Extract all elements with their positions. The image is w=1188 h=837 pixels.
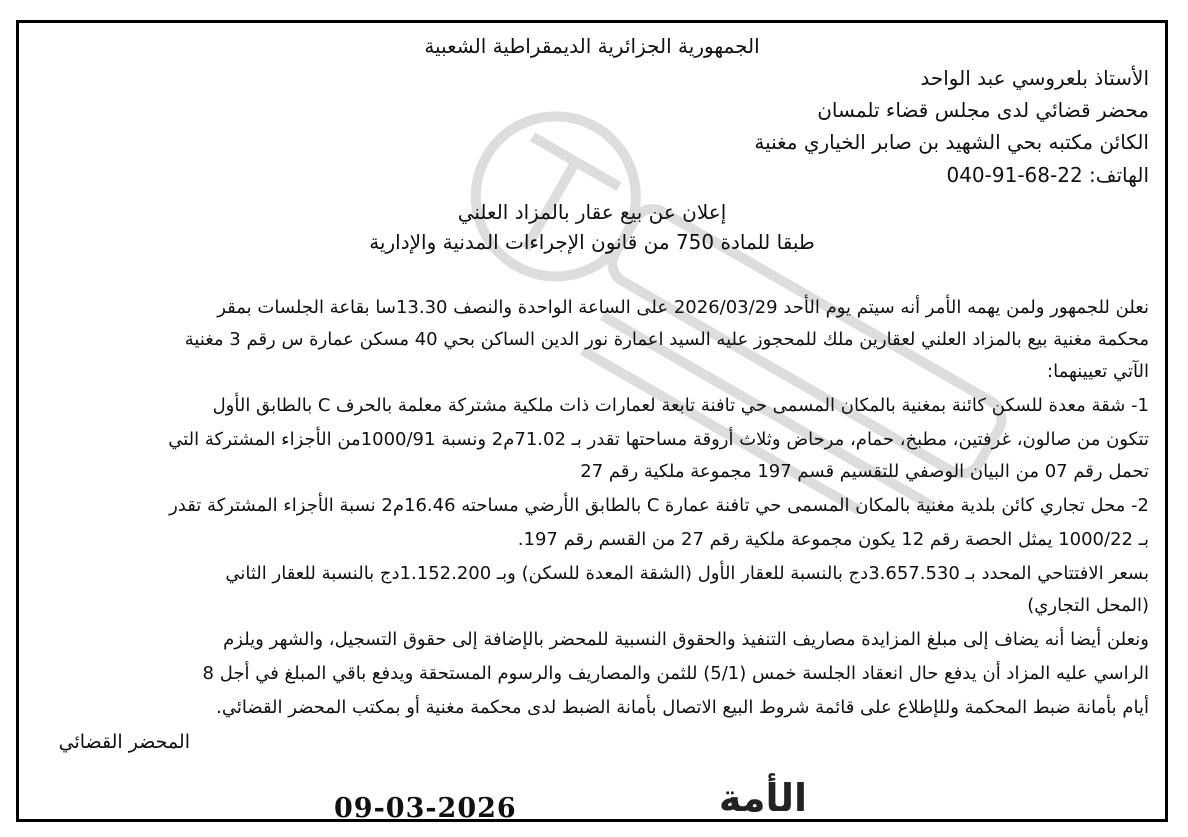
body-line: 1- شقة معدة للسكن كائنة بمغنية بالمكان المسمى حي تافنة تابعة لعمارات ذات ملكية مشتركة معلمة بالحرف C بالطابق الأول (212, 395, 1149, 416)
newspaper-logo-text: الأمة (718, 776, 808, 820)
logo-underline (693, 819, 833, 822)
body-line: بسعر الافتتاحي المحدد بـ 3.657.530دج بالنسبة للعقار الأول (الشقة المعدة للسكن) وبـ 1.152.200دج بالنسبة للعقار الثاني (225, 563, 1149, 584)
signoff: المحضر القضائي (58, 731, 190, 753)
body-line: تتكون من صالون، غرفتين، مطبخ، حمام، مرحاض وثلاث أروقة مساحتها تقدر بـ 71.02م2 ونسبة 1000/91من الأجزاء المشتركة التي (168, 429, 1149, 450)
bailiff-title: محضر قضائي لدى مجلس قضاء تلمسان (817, 98, 1149, 122)
notice-title: إعلان عن بيع عقار بالمزاد العلني (457, 200, 727, 224)
publication-date: 09-03-2026 (334, 793, 517, 822)
body-line: محكمة مغنية بيع بالمزاد العلني لعقارين ملك للمحجوز عليه السيد اعمارة نور الدين الساكن بحي 40 مسكن عمارة س رقم 3 مغنية (184, 329, 1149, 350)
bailiff-name: الأستاذ بلعروسي عبد الواحد (920, 66, 1149, 90)
body-line: (المحل التجاري) (1027, 595, 1149, 616)
office-address: الكائن مكتبه بحي الشهيد بن صابر الخياري مغنية (754, 130, 1149, 154)
republic-heading: الجمهورية الجزائرية الديمقراطية الشعبية (424, 34, 760, 58)
notice-subtitle: طبقا للمادة 750 من قانون الإجراءات المدنية والإدارية (369, 230, 815, 254)
body-line: تحمل رقم 07 من البيان الوصفي للتقسيم قسم 197 مجموعة ملكية رقم 27 (580, 461, 1149, 482)
body-line: الراسي عليه المزاد أن يدفع حال انعقاد الجلسة خمس (5/1) للثمن والمصاريف والرسوم المستحقة ويدفع باقي المبلغ في أجل 8 (202, 663, 1149, 684)
legal-notice-frame (16, 20, 1168, 822)
body-line: الآتي تعيينهما: (1047, 361, 1149, 382)
phone-number: الهاتف: 22-68-91-040 (946, 163, 1149, 187)
body-line: نعلن للجمهور ولمن يهمه الأمر أنه سيتم يوم الأحد 2026/03/29 على الساعة الواحدة والنصف 13.30سا بقاعة الجلسات بمقر (217, 297, 1149, 318)
body-line: ونعلن أيضا أنه يضاف إلى مبلغ المزايدة مصاريف التنفيذ والحقوق النسبية للمحضر بالإضافة إلى حقوق التسجيل، والشهر ويلزم (223, 629, 1149, 650)
body-line: 2- محل تجاري كائن بلدية مغنية بالمكان المسمى حي تافنة عمارة C بالطابق الأرضي مساحته 16.46م2 نسبة الأجزاء المشتركة تقدر (169, 495, 1149, 516)
body-line: بـ 1000/22 يمثل الحصة رقم 12 يكون مجموعة ملكية رقم 27 من القسم رقم 197. (517, 529, 1149, 550)
body-line: أيام بأمانة ضبط المحكمة وللإطلاع على قائمة شروط البيع الاتصال بأمانة الضبط لدى محكمة مغنية أو بمكتب المحضر القضائي. (216, 697, 1149, 718)
newspaper-logo (683, 776, 843, 822)
